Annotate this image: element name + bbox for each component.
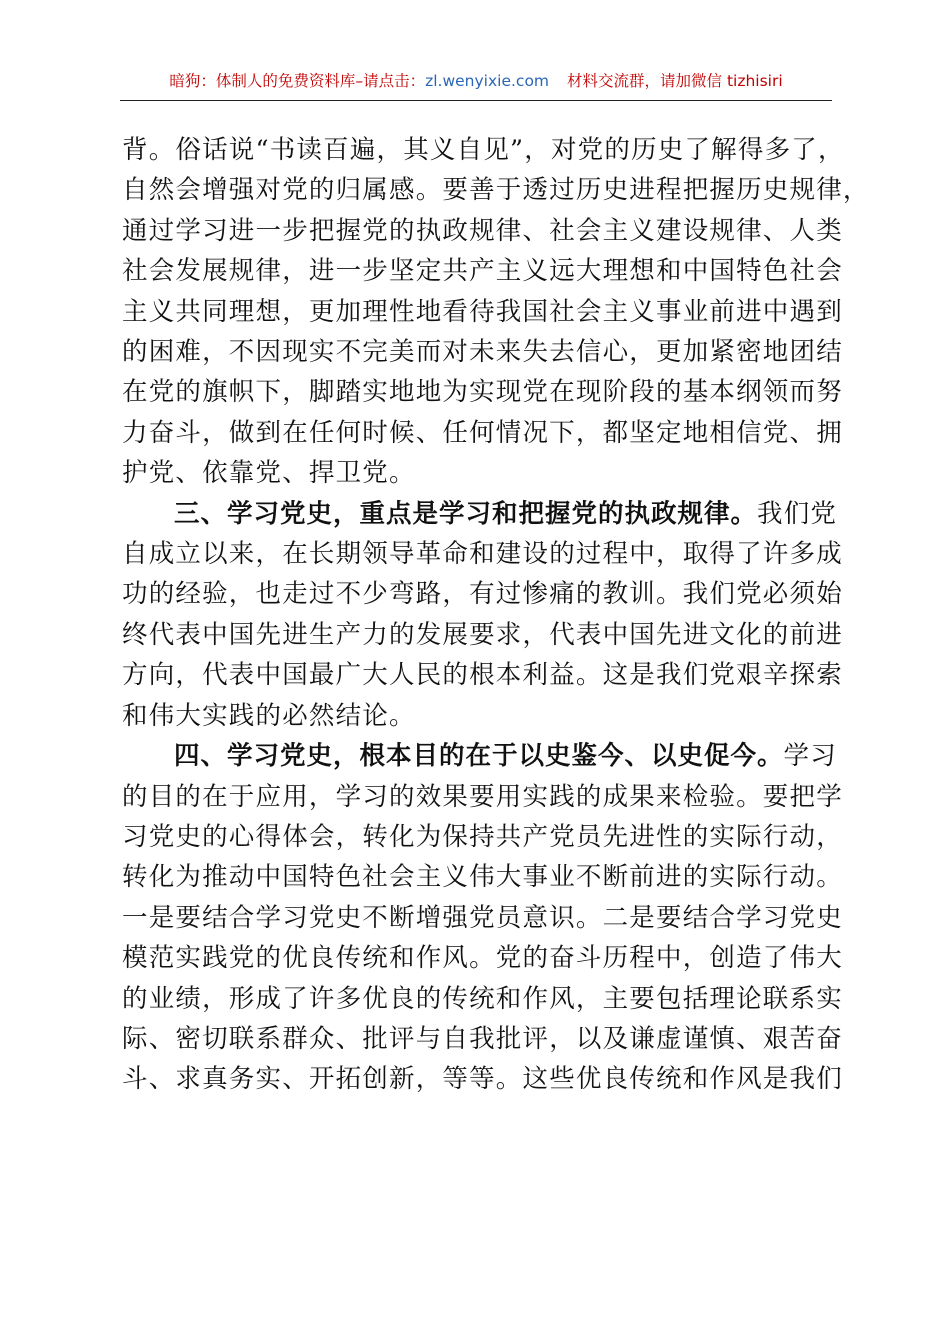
text-line: 际、密切联系群众、批评与自我批评，以及谦虚谨慎、艰苦奋	[122, 1023, 843, 1054]
text-line: 功的经验，也走过不少弯路，有过惨痛的教训。我们党必须始	[122, 579, 843, 610]
text-line: 在党的旗帜下，脚踏实地地为实现党在现阶段的基本纲领而努	[122, 377, 843, 408]
text-line: 的目的在于应用，学习的效果要用实践的成果来检验。要把学	[122, 781, 843, 812]
text-line: 方向，代表中国最广大人民的根本利益。这是我们党艰辛探索	[122, 660, 843, 691]
page-header	[120, 66, 832, 101]
header-prompt: –请点击：	[355, 72, 426, 90]
header-link[interactable]: zl.wenyixie.com	[425, 72, 550, 90]
text-line: 模范实践党的优良传统和作风。党的奋斗历程中，创造了伟大	[122, 943, 843, 974]
text-run: 学习	[783, 741, 837, 772]
text-line: 护党、依靠党、捍卫党。	[122, 458, 416, 489]
header-brand: 暗狗：体制人的免费资料库	[169, 72, 356, 90]
document-body	[122, 130, 870, 1100]
text-line: 背。俗话说“书读百遍，其义自见”，对党的历史了解得多了，	[122, 135, 845, 165]
section-heading: 三、学习党史，重点是学习和把握党的执政规律。	[174, 498, 758, 529]
paragraph-2	[122, 494, 843, 736]
text-line: 自成立以来，在长期领导革命和建设的过程中，取得了许多成	[122, 539, 843, 570]
section-heading-line	[122, 494, 838, 534]
text-line: 的困难，不因现实不完美而对未来失去信心，更加紧密地团结	[122, 337, 843, 368]
text-line: 社会发展规律，进一步坚定共产主义远大理想和中国特色社会	[122, 256, 843, 287]
text-line: 主义共同理想，更加理性地看待我国社会主义事业前进中遇到	[122, 296, 843, 327]
section-heading: 四、学习党史，根本目的在于以史鉴今、以史促今。	[174, 741, 784, 772]
text-line: 通过学习进一步把握党的执政规律、社会主义建设规律、人类	[122, 215, 843, 246]
text-line: 的业绩，形成了许多优良的传统和作风，主要包括理论联系实	[122, 983, 843, 1014]
text-line: 终代表中国先进生产力的发展要求，代表中国先进文化的前进	[122, 619, 843, 650]
text-run: 我们党	[757, 498, 838, 529]
text-line: 自然会增强对党的归属感。要善于透过历史进程把握历史规律，	[122, 175, 870, 206]
text-line: 斗、求真务实、开拓创新，等等。这些优良传统和作风是我们	[122, 1064, 843, 1095]
text-line: 转化为推动中国特色社会主义伟大事业不断前进的实际行动。	[122, 862, 843, 893]
text-line: 和伟大实践的必然结论。	[122, 700, 416, 731]
text-line: 习党史的心得体会，转化为保持共产党员先进性的实际行动，	[122, 821, 843, 852]
paragraph-3	[122, 736, 843, 1100]
header-contact: 材料交流群，请加微信 tizhisiri	[567, 72, 783, 90]
text-line: 力奋斗，做到在任何时候、任何情况下，都坚定地相信党、拥	[122, 417, 843, 448]
section-heading-line	[122, 736, 837, 776]
text-line: 一是要结合学习党史不断增强党员意识。二是要结合学习党史	[122, 902, 843, 933]
paragraph-1	[122, 130, 870, 494]
